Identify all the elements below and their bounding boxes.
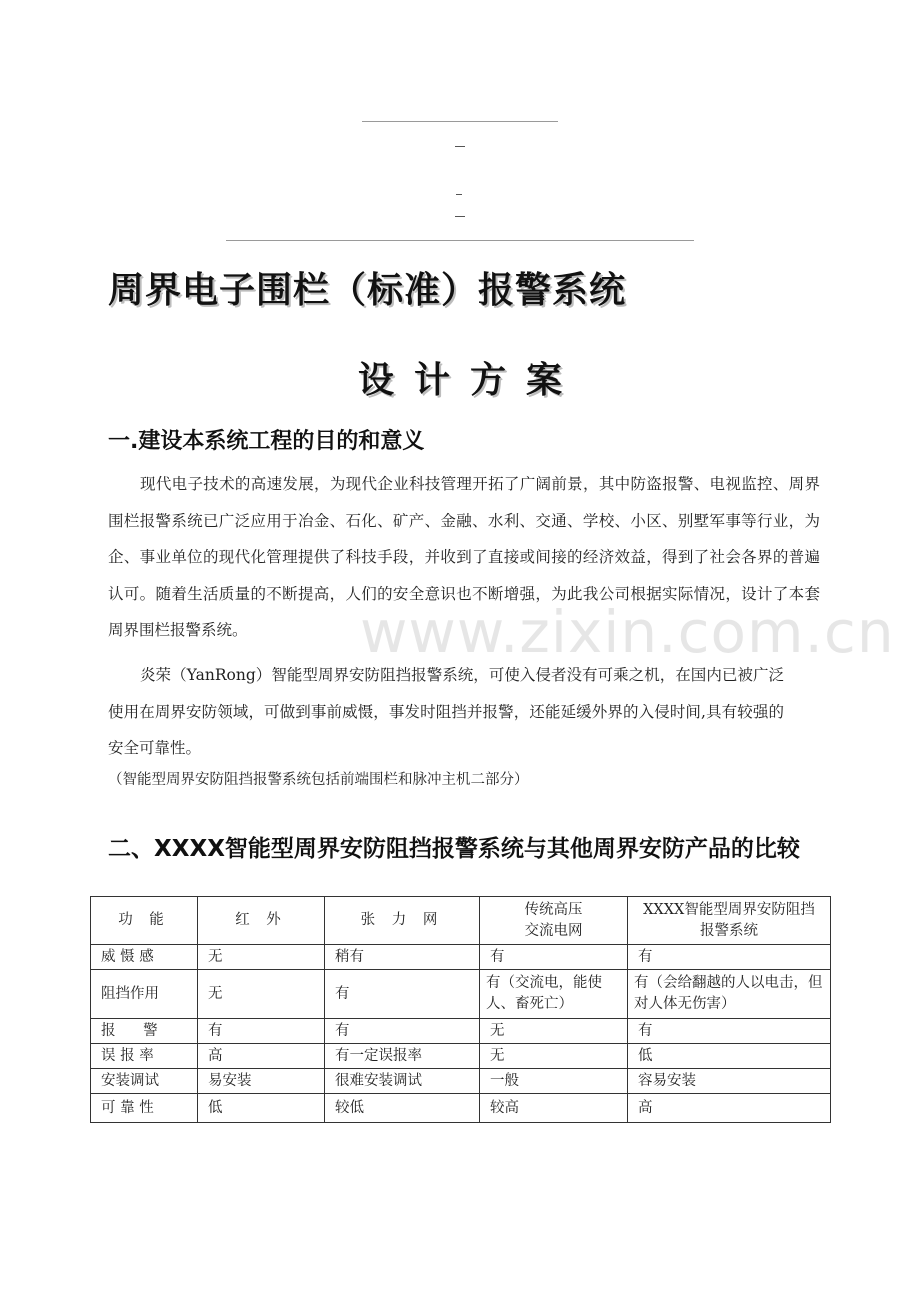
row-label: 误 报 率	[91, 1044, 198, 1069]
row-label: 威 慑 感	[91, 945, 198, 970]
table-cell: 低	[628, 1044, 831, 1069]
table-cell: 高	[628, 1094, 831, 1123]
table-cell: 有	[325, 970, 480, 1019]
table-row	[91, 945, 831, 970]
table-cell: 有（会给翻越的人以电击，但对人体无伤害）	[628, 970, 831, 1019]
table-cell: 低	[198, 1094, 325, 1123]
section1-paragraph-2: 炎荣（YanRong）智能型周界安防阻挡报警系统，可使入侵者没有可乘之机，在国内已被广泛使用在周界安防领域，可做到事前威慑，事发时阻挡并报警，还能延缓外界的入侵时间,具有较强的安全可靠性。	[108, 666, 784, 757]
table-cell: 稍有	[325, 945, 480, 970]
table-cell: 易安装	[198, 1069, 325, 1094]
table-cell: 无	[480, 1019, 628, 1044]
header-dash-1	[455, 146, 465, 147]
table-cell: 有	[628, 1019, 831, 1044]
header-cell-infrared: 红 外	[198, 897, 325, 945]
table-cell: 有	[628, 945, 831, 970]
section1-heading: 一.建设本系统工程的目的和意义	[108, 429, 425, 454]
watermark: www.zixin.com.cn	[360, 598, 895, 666]
table-cell: 无	[480, 1044, 628, 1069]
row-label: 阻挡作用	[91, 970, 198, 1019]
table-cell: 有	[325, 1019, 480, 1044]
row-label: 报 警	[91, 1019, 198, 1044]
table-cell: 很难安装调试	[325, 1069, 480, 1094]
header-cell-function: 功 能	[91, 897, 198, 945]
section1-note: （智能型周界安防阻挡报警系统包括前端围栏和脉冲主机二部分）	[108, 772, 529, 788]
header-dash-3	[455, 216, 465, 217]
table-cell: 较高	[480, 1094, 628, 1123]
table-row	[91, 1044, 831, 1069]
header-cell-hv-grid: 传统高压 交流电网	[480, 897, 628, 945]
table-cell: 有	[198, 1019, 325, 1044]
header-rule-top	[362, 121, 558, 122]
header-cell-tension-net: 张 力 网	[325, 897, 480, 945]
header-rule-bottom	[226, 240, 694, 241]
row-label: 可 靠 性	[91, 1094, 198, 1123]
section2-heading: 二、XXXX智能型周界安防阻挡报警系统与其他周界安防产品的比较	[108, 836, 800, 862]
comparison-table	[90, 896, 831, 1123]
section1-paragraph-1: 现代电子技术的高速发展，为现代企业科技管理开拓了广阔前景，其中防盗报警、电视监控、周界围栏报警系统已广泛应用于冶金、石化、矿产、金融、水利、交通、学校、小区、别墅军事等行业，为企、事业单位的现代化管理提供了科技手段，并收到了直接或间接的经济效益，得到了社会各界的普遍认可。随着生活质量的不断提高，人们的安全意识也不断增强，为此我公司根据实际情况，设计了本套周界围栏报警系统。	[108, 475, 820, 639]
table-cell: 一般	[480, 1069, 628, 1094]
table-row	[91, 1069, 831, 1094]
table-cell: 无	[198, 970, 325, 1019]
document-subtitle: 设计方案	[357, 360, 582, 401]
document-title: 周界电子围栏（标准）报警系统	[108, 270, 627, 311]
table-cell: 容易安装	[628, 1069, 831, 1094]
header-dash-2	[456, 194, 462, 195]
table-cell: 有	[480, 945, 628, 970]
table-cell: 高	[198, 1044, 325, 1069]
table-cell: 较低	[325, 1094, 480, 1123]
table-row	[91, 970, 831, 1019]
row-label: 安装调试	[91, 1069, 198, 1094]
table-row	[91, 1094, 831, 1123]
table-cell: 有（交流电，能使人、畜死亡）	[480, 970, 628, 1019]
header-cell-xxxx-system: XXXX智能型周界安防阻挡 报警系统	[628, 897, 831, 945]
table-cell: 有一定误报率	[325, 1044, 480, 1069]
table-cell: 无	[198, 945, 325, 970]
table-row	[91, 1019, 831, 1044]
